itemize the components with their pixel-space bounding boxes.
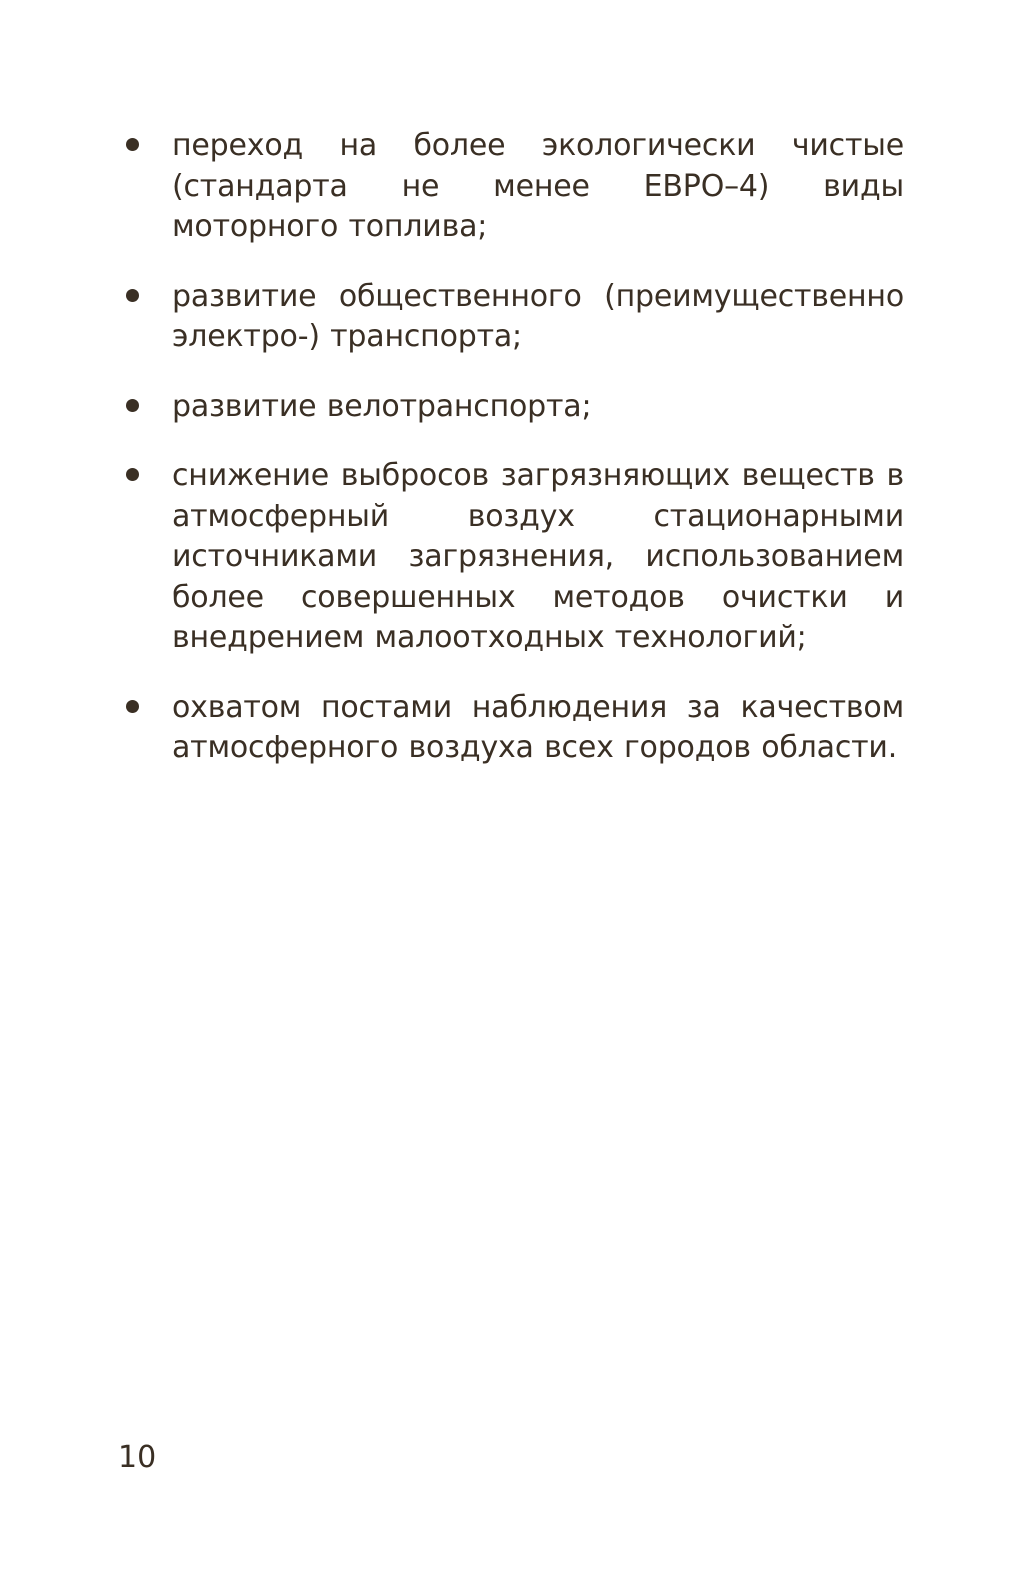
- list-item: [120, 688, 904, 769]
- list-item-text: переход на более экологически чистые (стандарта не менее ЕВРО–4) виды моторного топлива;: [172, 128, 904, 244]
- list-item-text: снижение выбросов загрязняющих веществ в атмосферный воздух стационарными источниками загрязнения, использованием более совершенных методов очистки и внедрением малоотходных технологий;: [172, 458, 904, 655]
- list-item: [120, 387, 904, 428]
- bullet-dot-icon: [126, 700, 139, 713]
- list-item: [120, 126, 904, 248]
- bullet-list: [120, 126, 904, 798]
- bullet-dot-icon: [126, 289, 139, 302]
- list-item-text: охватом постами наблюдения за качеством атмосферного воздуха всех городов области.: [172, 689, 904, 765]
- page-number: 10: [118, 1440, 157, 1475]
- bullet-dot-icon: [126, 468, 139, 481]
- list-item-text: развитие общественного (преимущественно электро-) транспорта;: [172, 278, 904, 354]
- bullet-dot-icon: [126, 138, 139, 151]
- list-item: [120, 456, 904, 659]
- bullet-dot-icon: [126, 399, 139, 412]
- list-item: [120, 277, 904, 358]
- list-item-text: развитие велотранспорта;: [172, 388, 592, 424]
